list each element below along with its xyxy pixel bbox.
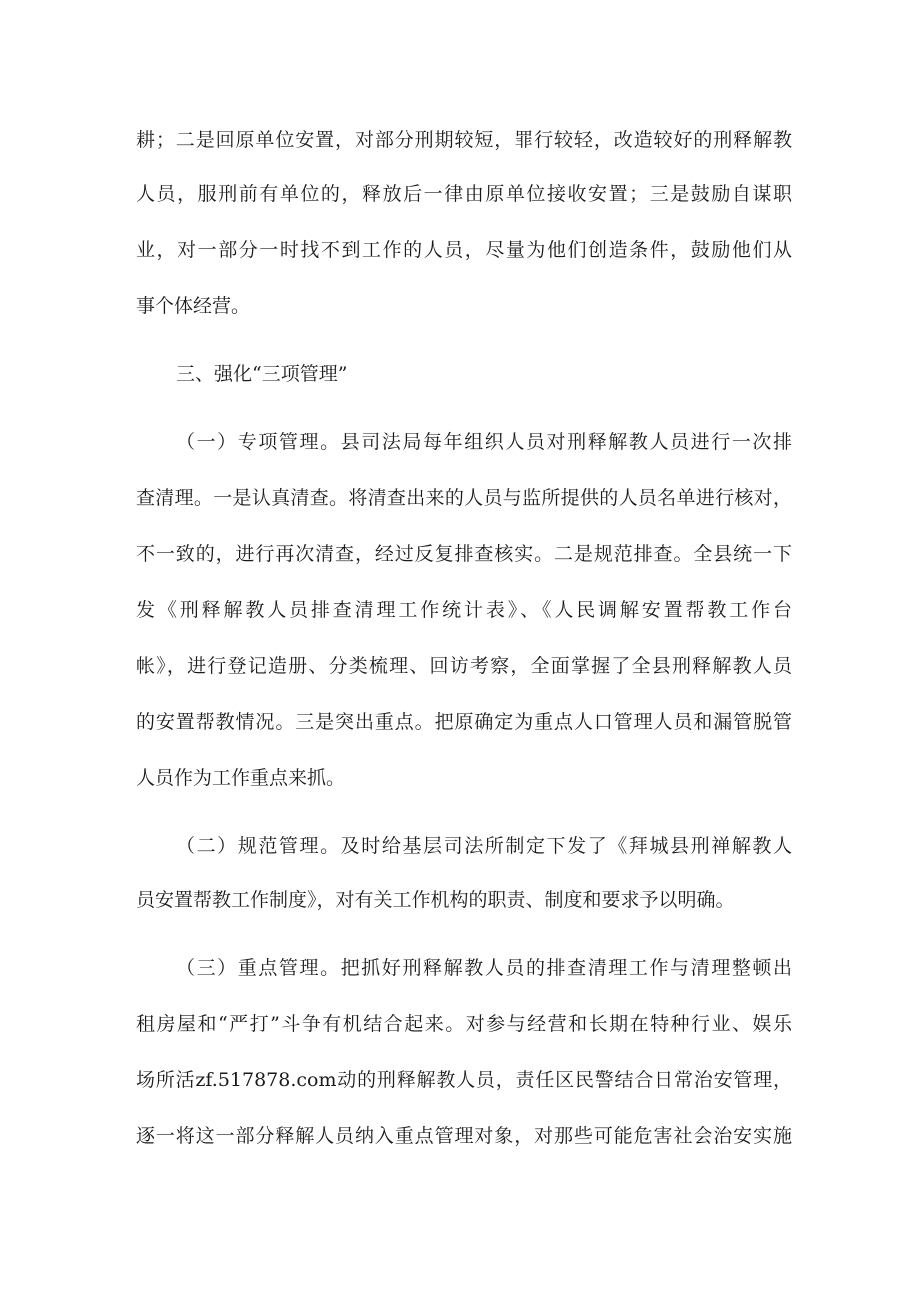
text-line: （三）重点管理。把抓好刑释解教人员的排查清理工作与清理整顿出: [176, 957, 792, 979]
text-line: 人员作为工作重点来抓。: [136, 767, 346, 789]
text-line: 查清理。一是认真清查。将清查出来的人员与监所提供的人员名单进行核对，: [136, 487, 792, 509]
text-line: 员安置帮教工作制度》，对有关工作机构的职责、制度和要求予以明确。: [136, 889, 735, 911]
text-line: 事个体经营。: [136, 295, 251, 317]
text-line: 租房屋和“严打”斗争有机结合起来。对参与经营和长期在特种行业、娱乐: [136, 1013, 792, 1035]
text-line: 的安置帮教情况。三是突出重点。把原确定为重点人口管理人员和漏管脱管: [136, 711, 792, 733]
text-line: 帐》，进行登记造册、分类梳理、回访考察，全面掌握了全县刑释解教人员: [136, 655, 792, 677]
text-line: 发《刑释解教人员排查清理工作统计表》、《人民调解安置帮教工作台: [136, 599, 792, 621]
text-line: 耕；二是回原单位安置，对部分刑期较短，罪行较轻，改造较好的刑释解教: [136, 129, 792, 151]
text-line: （二）规范管理。及时给基层司法所制定下发了《拜城县刑禅解教人: [176, 835, 792, 857]
text-line: （一）专项管理。县司法局每年组织人员对刑释解教人员进行一次排: [176, 431, 792, 453]
text-line: 不一致的，进行再次清查，经过反复排查核实。二是规范排查。全县统一下: [136, 543, 792, 565]
text-line: 业，对一部分一时找不到工作的人员，尽量为他们创造条件，鼓励他们从: [136, 239, 792, 261]
text-line: 场所活zf.517878.com动的刑释解教人员，责任区民警结合日常治安管理，: [136, 1069, 792, 1091]
text-line: 逐一将这一部分释解人员纳入重点管理对象，对那些可能危害社会治安实施: [136, 1125, 792, 1147]
text-line: 人员，服刑前有单位的，释放后一律由原单位接收安置；三是鼓励自谋职: [136, 183, 792, 205]
section-heading: 三、强化“三项管理”: [176, 363, 348, 385]
